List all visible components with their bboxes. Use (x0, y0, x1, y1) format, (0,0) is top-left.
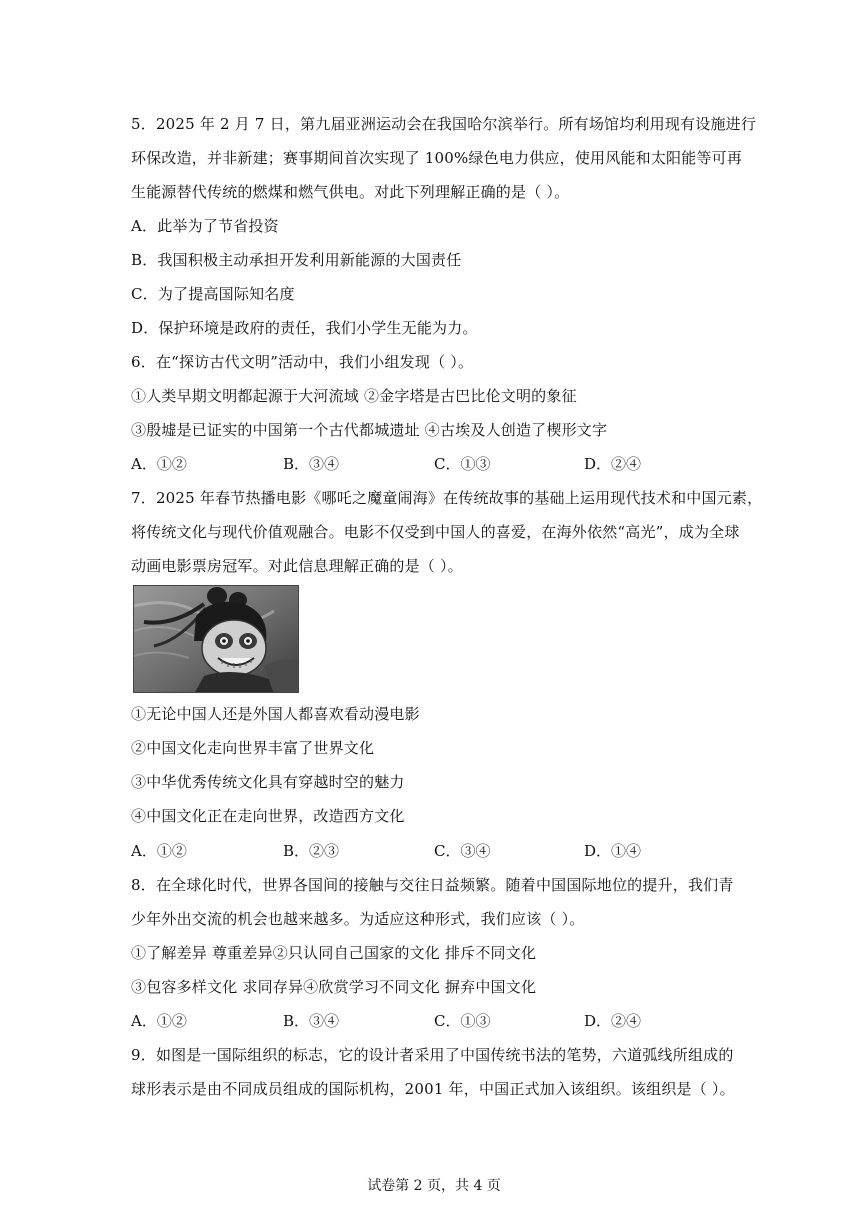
nezha-character-illustration (134, 586, 299, 693)
q6-choice-b: B．③④ (283, 455, 340, 473)
q8-choice-b: B．③④ (283, 1012, 340, 1030)
page-footer: 试卷第 2 页，共 4 页 (367, 1178, 501, 1194)
q7-choice-c: C．③④ (434, 842, 491, 860)
q7-choice-b: B．②③ (283, 842, 340, 860)
q6-choice-c: C．①③ (434, 455, 491, 473)
q8-choice-d: D．②④ (584, 1012, 642, 1030)
q8-statements-1: ①了解差异 尊重差异②只认同自己国家的文化 排斥不同文化 (131, 944, 537, 962)
q8-stem-line-2: 少年外出交流的机会也越来越多。为适应这种形式，我们应该（ ）。 (131, 910, 585, 928)
q6-stem: 6．在“探访古代文明”活动中，我们小组发现（ ）。 (131, 353, 474, 371)
q6-choice-d: D．②④ (584, 455, 642, 473)
q9-stem-line-1: 9．如图是一国际组织的标志，它的设计者采用了中国传统书法的笔势，六道弧线所组成的 (131, 1046, 734, 1064)
q7-statement-3: ③中华优秀传统文化具有穿越时空的魅力 (131, 773, 405, 791)
nezha-movie-still-image (133, 585, 299, 693)
q5-option-a: A．此举为了节省投资 (131, 217, 279, 235)
q6-statements-2: ③殷墟是已证实的中国第一个古代都城遗址 ④古埃及人创造了楔形文字 (131, 421, 608, 439)
q7-statement-4: ④中国文化正在走向世界，改造西方文化 (131, 807, 405, 825)
q8-choice-a: A．①② (131, 1012, 187, 1030)
q8-choice-c: C．①③ (434, 1012, 491, 1030)
q7-choice-d: D．①④ (584, 842, 642, 860)
q5-option-c: C．为了提高国际知名度 (131, 285, 295, 303)
q7-choice-a: A．①② (131, 842, 187, 860)
q6-choice-a: A．①② (131, 455, 187, 473)
q7-stem-line-1: 7．2025 年春节热播电影《哪吒之魔童闹海》在传统故事的基础上运用现代技术和中国元素， (131, 489, 763, 507)
q5-stem-line-2: 环保改造，并非新建；赛事期间首次实现了 100%绿色电力供应，使用风能和太阳能等可再 (131, 149, 743, 167)
q5-option-d: D．保护环境是政府的责任，我们小学生无能为力。 (131, 319, 478, 337)
q7-stem-line-3: 动画电影票房冠军。对此信息理解正确的是（ ）。 (131, 557, 463, 575)
q9-stem-line-2: 球形表示是由不同成员组成的国际机构，2001 年，中国正式加入该组织。该组织是（ ）。 (131, 1080, 735, 1098)
q5-stem-line-3: 生能源替代传统的燃煤和燃气供电。对此下列理解正确的是（ ）。 (131, 183, 570, 201)
q8-stem-line-1: 8．在全球化时代，世界各国间的接触与交往日益频繁。随着中国国际地位的提升，我们青 (131, 876, 734, 894)
q7-statement-2: ②中国文化走向世界丰富了世界文化 (131, 739, 375, 757)
q5-option-b: B．我国积极主动承担开发利用新能源的大国责任 (131, 251, 462, 269)
q5-stem-line-1: 5．2025 年 2 月 7 日，第九届亚洲运动会在我国哈尔滨举行。所有场馆均利用现有设施进行 (131, 115, 757, 133)
q7-statement-1: ①无论中国人还是外国人都喜欢看动漫电影 (131, 705, 420, 723)
q7-stem-line-2: 将传统文化与现代价值观融合。电影不仅受到中国人的喜爱，在海外依然“高光”，成为全球 (131, 523, 740, 541)
q6-statements-1: ①人类早期文明都起源于大河流域 ②金字塔是古巴比伦文明的象征 (131, 387, 577, 405)
q8-statements-2: ③包容多样文化 求同存异④欣赏学习不同文化 摒弃中国文化 (131, 978, 537, 996)
